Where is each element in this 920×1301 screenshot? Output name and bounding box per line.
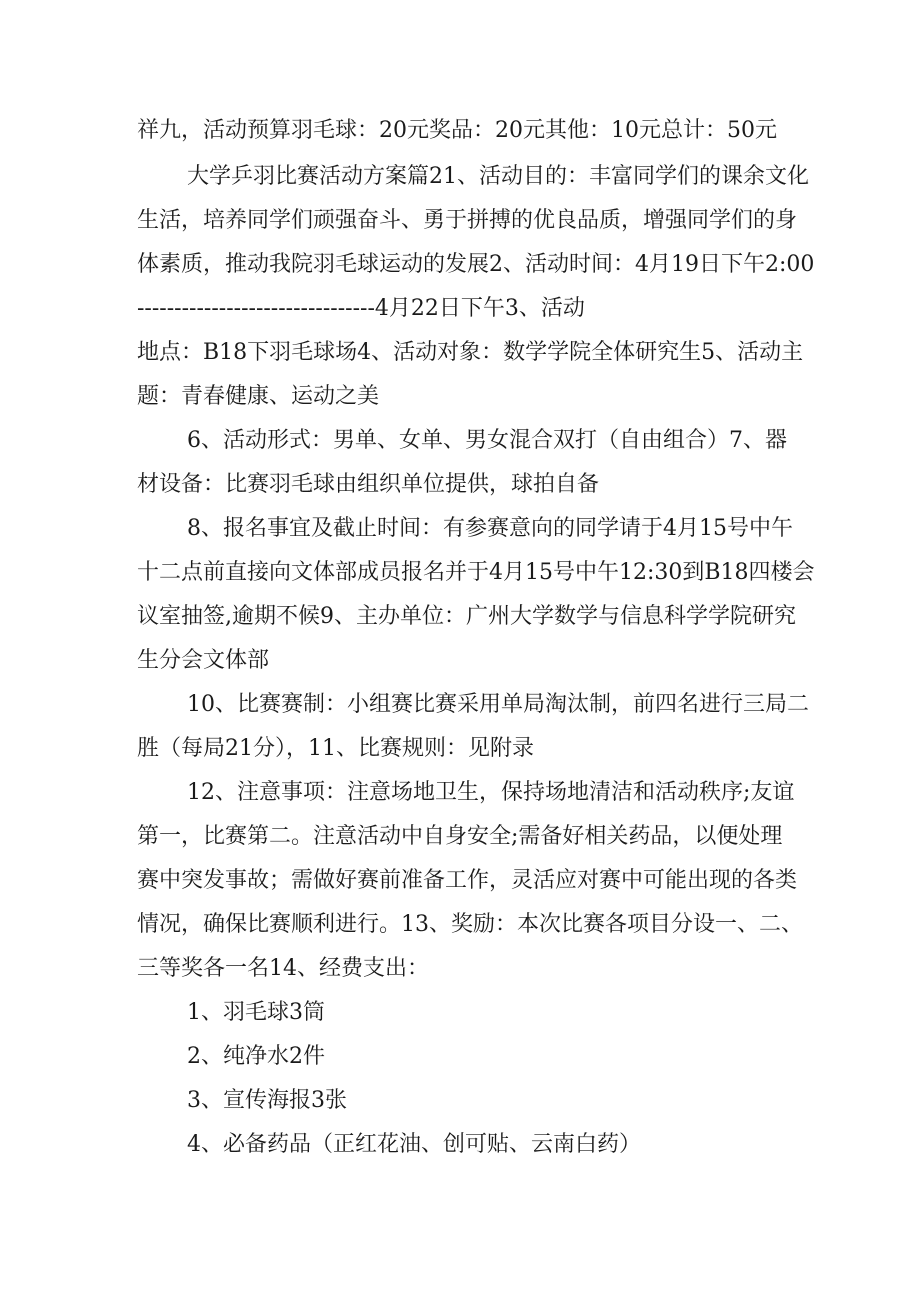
text-line: 议室抽签,逾期不候9、主办单位：广州大学数学与信息科学学院研究 <box>137 604 796 629</box>
text-line: 赛中突发事故；需做好赛前准备工作，灵活应对赛中可能出现的各类 <box>137 868 798 893</box>
text-line: 胜（每局21分），11、比赛规则：见附录 <box>137 736 534 761</box>
text-line: 祥九，活动预算羽毛球：20元奖品：20元其他：10元总计：50元 <box>137 118 777 143</box>
text-line: 题：青春健康、运动之美 <box>137 384 380 409</box>
text-line: 12、注意事项：注意场地卫生，保持场地清洁和活动秩序;友谊 <box>187 780 795 805</box>
list-item: 3、宣传海报3张 <box>187 1088 347 1113</box>
text-line: 6、活动形式：男单、女单、男女混合双打（自由组合）7、器 <box>187 428 787 453</box>
text-line: 十二点前直接向文体部成员报名并于4月15号中午12:30到B18四楼会 <box>137 560 815 585</box>
text-line: 生分会文体部 <box>137 648 270 673</box>
list-item: 1、羽毛球3筒 <box>187 1000 325 1025</box>
text-line: 情况，确保比赛顺利进行。13、奖励：本次比赛各项目分设一、二、 <box>137 912 803 937</box>
text-line: 体素质，推动我院羽毛球运动的发展2、活动时间：4月19日下午2:00 <box>137 252 815 277</box>
text-line: 材设备：比赛羽毛球由组织单位提供，球拍自备 <box>137 472 600 497</box>
list-item: 2、纯净水2件 <box>187 1044 325 1069</box>
text-line: 8、报名事宜及截止时间：有参赛意向的同学请于4月15号中午 <box>187 516 793 541</box>
text-line: 第一，比赛第二。注意活动中自身安全;需备好相关药品，以便处理 <box>137 824 783 849</box>
text-line: 10、比赛赛制：小组赛比赛采用单局淘汰制，前四名进行三局二 <box>187 692 809 717</box>
text-line: --------------------------------4月22日下午3、活动 <box>137 296 585 321</box>
text-line: 大学乒羽比赛活动方案篇21、活动目的：丰富同学们的课余文化 <box>187 164 809 189</box>
text-line: 生活，培养同学们顽强奋斗、勇于拼搏的优良品质，增强同学们的身 <box>137 208 798 233</box>
text-line: 地点：B18下羽毛球场4、活动对象：数学学院全体研究生5、活动主 <box>137 340 804 365</box>
text-line: 三等奖各一名14、经费支出： <box>137 956 429 981</box>
list-item: 4、必备药品（正红花油、创可贴、云南白药） <box>187 1132 641 1157</box>
